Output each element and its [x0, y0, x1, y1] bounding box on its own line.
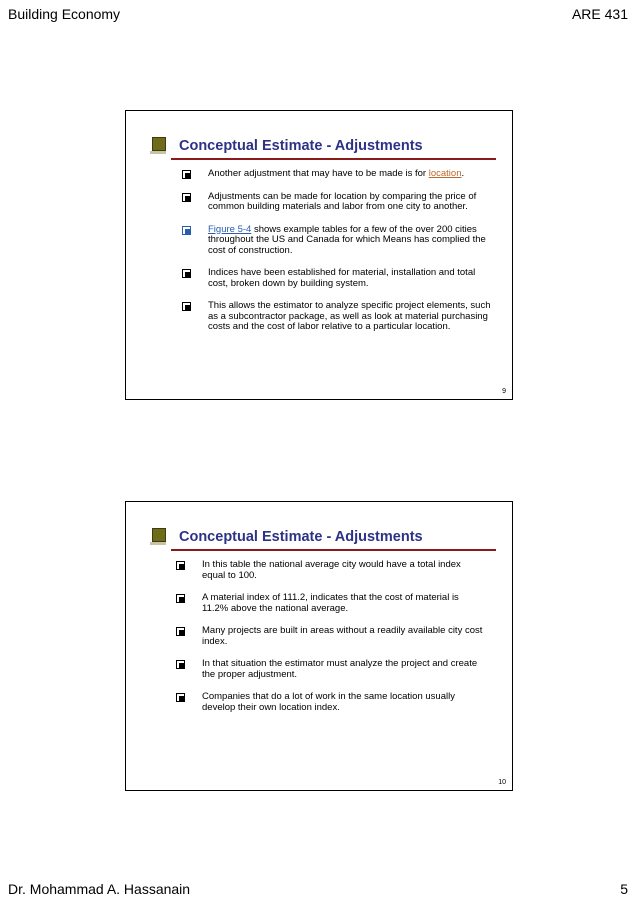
list-item	[176, 659, 486, 680]
bullet-text: This allows the estimator to analyze specific project elements, such as a subcontractor package, as well as look at material purchasing costs and the cost of labor relative to a particular location.	[208, 300, 491, 332]
checkbox-square-icon	[176, 594, 185, 603]
bullet-text: In this table the national average city would have a total index equal to 100.	[202, 559, 461, 581]
bullet-text: Another adjustment that may have to be made is for	[208, 168, 429, 179]
bullet-text: Many projects are built in areas without a readily available city cost index.	[202, 625, 483, 647]
list-item	[182, 225, 492, 257]
location-link[interactable]: location	[428, 168, 462, 179]
footer-page-number: 5	[620, 881, 628, 897]
checkbox-square-icon	[176, 693, 185, 702]
bullet-text: Adjustments can be made for location by comparing the price of common building materials and labor from one city to another.	[208, 190, 477, 212]
checkbox-square-icon	[182, 170, 191, 179]
logo-sub-icon	[150, 151, 166, 154]
list-item	[176, 560, 486, 581]
list-item	[182, 268, 492, 289]
logo-icon	[152, 528, 166, 542]
bullet-text: Companies that do a lot of work in the same location usually develop their own location index.	[202, 691, 455, 713]
title-rule	[171, 158, 496, 160]
list-item	[182, 192, 492, 213]
checkbox-square-icon	[176, 627, 185, 636]
checkbox-square-icon	[182, 269, 191, 278]
bullet-list	[176, 560, 486, 725]
slide-10	[125, 501, 513, 791]
bullet-text: A material index of 111.2, indicates that the cost of material is 11.2% above the national average.	[202, 592, 459, 614]
list-item	[176, 692, 486, 713]
footer-author: Dr. Mohammad A. Hassanain	[8, 881, 191, 897]
slide-page-number: 10	[498, 779, 506, 786]
list-item	[176, 593, 486, 614]
bullet-text-tail: .	[461, 168, 465, 179]
bullet-text: shows example tables for a few of the over 200 cities throughout the US and Canada for which Means has complied the cost of construction.	[208, 223, 486, 256]
slide-9	[125, 110, 513, 400]
slide-page-number: 9	[502, 388, 506, 395]
logo-icon	[152, 137, 166, 151]
slide-title: Conceptual Estimate - Adjustments	[179, 529, 423, 545]
bullet-list	[182, 169, 492, 345]
bullet-text: In that situation the estimator must analyze the project and create the proper adjustment.	[202, 658, 478, 680]
list-item	[182, 169, 492, 180]
slide-title: Conceptual Estimate - Adjustments	[179, 138, 423, 154]
figure-link[interactable]: Figure 5-4	[208, 223, 252, 235]
header-left-title: Building Economy	[8, 6, 121, 22]
header-right-course: ARE 431	[571, 6, 628, 22]
list-item	[176, 626, 486, 647]
list-item	[182, 301, 492, 333]
bullet-text: Indices have been established for material, installation and total cost, broken down by building system.	[208, 267, 476, 289]
logo-sub-icon	[150, 542, 166, 545]
checkbox-square-icon	[176, 660, 185, 669]
checkbox-square-icon	[182, 302, 191, 311]
title-rule	[171, 549, 496, 551]
checkbox-square-icon	[182, 226, 191, 235]
checkbox-square-icon	[176, 561, 185, 570]
checkbox-square-icon	[182, 193, 191, 202]
